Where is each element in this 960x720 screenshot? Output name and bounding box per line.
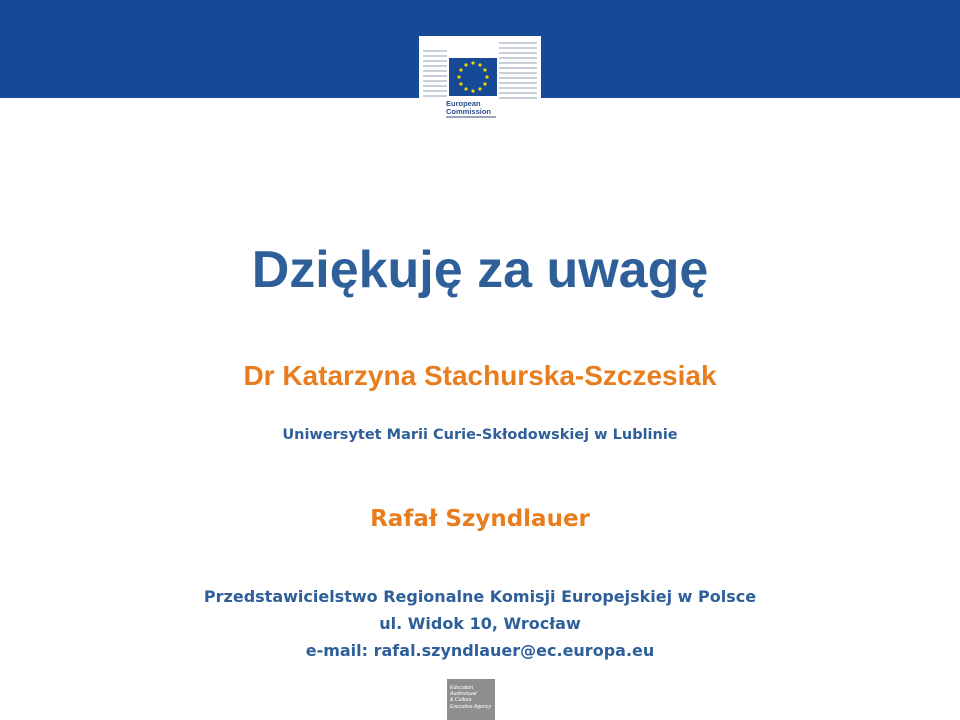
eacea-wordmark <box>450 685 491 710</box>
speaker-2-name: Rafał Szyndlauer <box>370 506 590 532</box>
speaker-2-contact <box>0 583 960 664</box>
logo-line-1: European <box>446 99 481 108</box>
speaker-1-affiliation: Uniwersytet Marii Curie-Skłodowskiej w Lublinie <box>282 427 678 443</box>
speaker-2-email[interactable]: e-mail: rafal.szyndlauer@ec.europa.eu <box>305 641 655 660</box>
logo-wordmark <box>446 100 526 116</box>
speaker-2-organization: Przedstawicielstwo Regionalne Komisji Europejskiej w Polsce <box>203 587 757 606</box>
logo-line-2: Commission <box>446 107 492 116</box>
eacea-line-3: & Culture <box>450 697 472 704</box>
eacea-logo <box>447 679 495 720</box>
eacea-line-1: Education, <box>450 685 475 691</box>
slide-title: Dziękuję za uwagę <box>251 241 709 299</box>
eacea-line-4: Executive Agency <box>450 703 492 710</box>
european-commission-logo <box>419 36 541 124</box>
eacea-line-2: Audiovisual <box>450 691 477 698</box>
speaker-2-address: ul. Widok 10, Wrocław <box>379 614 581 633</box>
speaker-1-name: Dr Katarzyna Stachurska-Szczesiak <box>243 360 717 391</box>
